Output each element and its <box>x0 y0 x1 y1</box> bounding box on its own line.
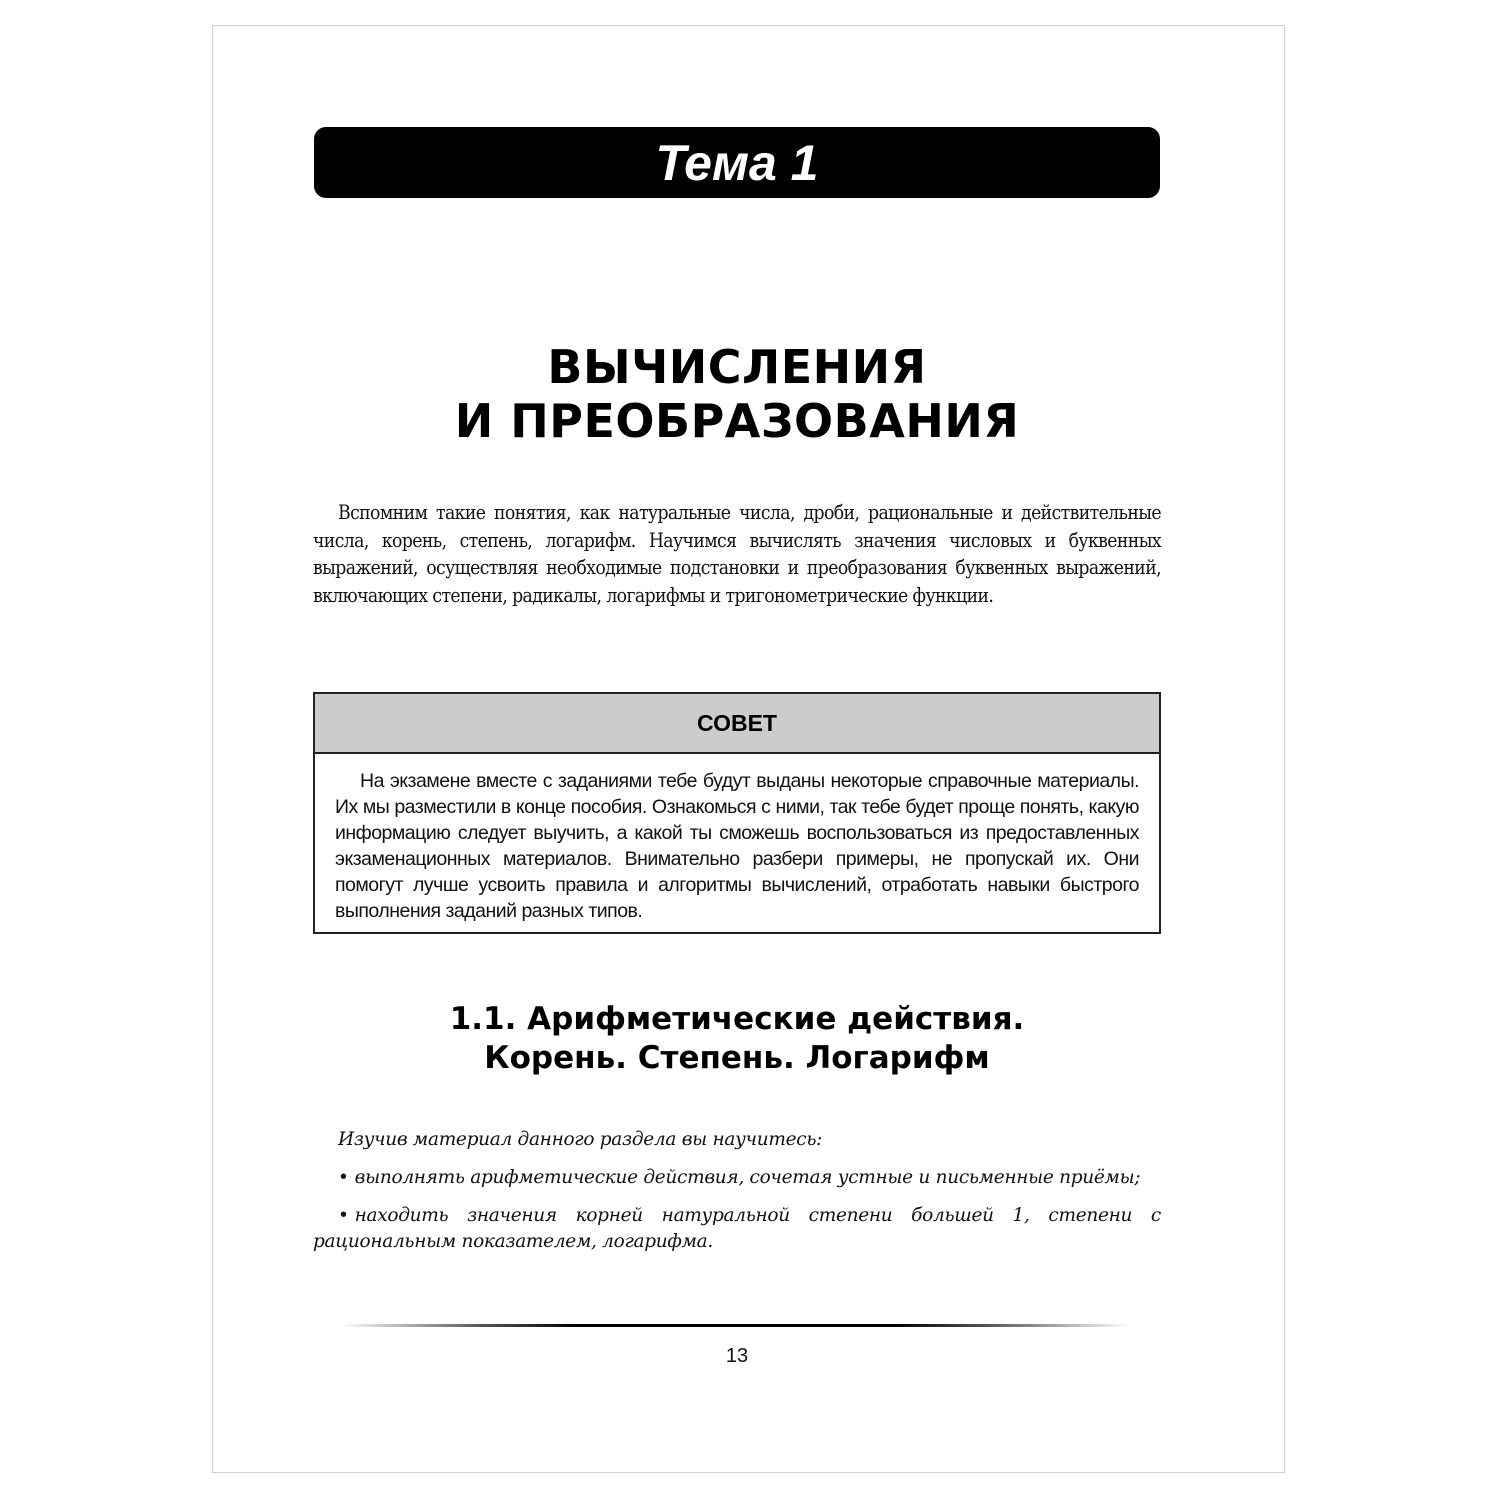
objective-item <box>313 1203 1161 1255</box>
tip-box <box>313 692 1161 934</box>
objective-item <box>313 1165 1161 1191</box>
objectives-lead: Изучив материал данного раздела вы научитесь: <box>338 1129 823 1150</box>
chapter-title <box>314 340 1160 448</box>
section-title-line-1: 1.1. Арифметические действия. <box>449 1001 1025 1037</box>
chapter-title-line-1: ВЫЧИСЛЕНИЯ <box>547 340 927 394</box>
intro-paragraph: Вспомним такие понятия, как натуральные числа, дроби, рациональные и действительные числа, корень, степень, логарифм. Научимся вычислять значения числовых и буквенных выражений, осуществляя необходимые подстановки и преобразования буквенных выражений, включающих степени, радикалы, логарифмы и тригонометрические функции. <box>313 501 1161 607</box>
objective-text: находить значения корней натуральной степени большей 1, степени с рациональным показателем, логарифма. <box>313 1205 1161 1252</box>
page-number: 13 <box>725 1345 749 1367</box>
footer-divider <box>340 1324 1130 1327</box>
theme-banner <box>314 127 1160 198</box>
bullet-icon: • <box>338 1167 349 1188</box>
theme-label: Тема 1 <box>655 134 819 191</box>
section-title-line-2: Корень. Степень. Логарифм <box>484 1040 990 1076</box>
bullet-icon: • <box>338 1205 349 1226</box>
section-title <box>314 1000 1160 1078</box>
objective-text: выполнять арифметические действия, сочетая устные и письменные приёмы; <box>354 1167 1141 1188</box>
chapter-title-line-2: И ПРЕОБРАЗОВАНИЯ <box>454 394 1020 448</box>
tip-header: СОВЕТ <box>315 694 1159 754</box>
tip-body: На экзамене вместе с заданиями тебе будут выданы некоторые справочные материалы. Их мы разместили в конце пособия. Ознакомься с ними, так тебе будет проще понять, какую информацию следует выучить, а какой ты сможешь воспользоваться из предоставленных экзаменационных материалов. Внимательно разбери примеры, не пропускай их. Они помогут лучше усвоить правила и алгоритмы вычислений, отработать навыки быстрого выполнения заданий разных типов. <box>335 770 1139 922</box>
learning-objectives <box>313 1127 1161 1267</box>
